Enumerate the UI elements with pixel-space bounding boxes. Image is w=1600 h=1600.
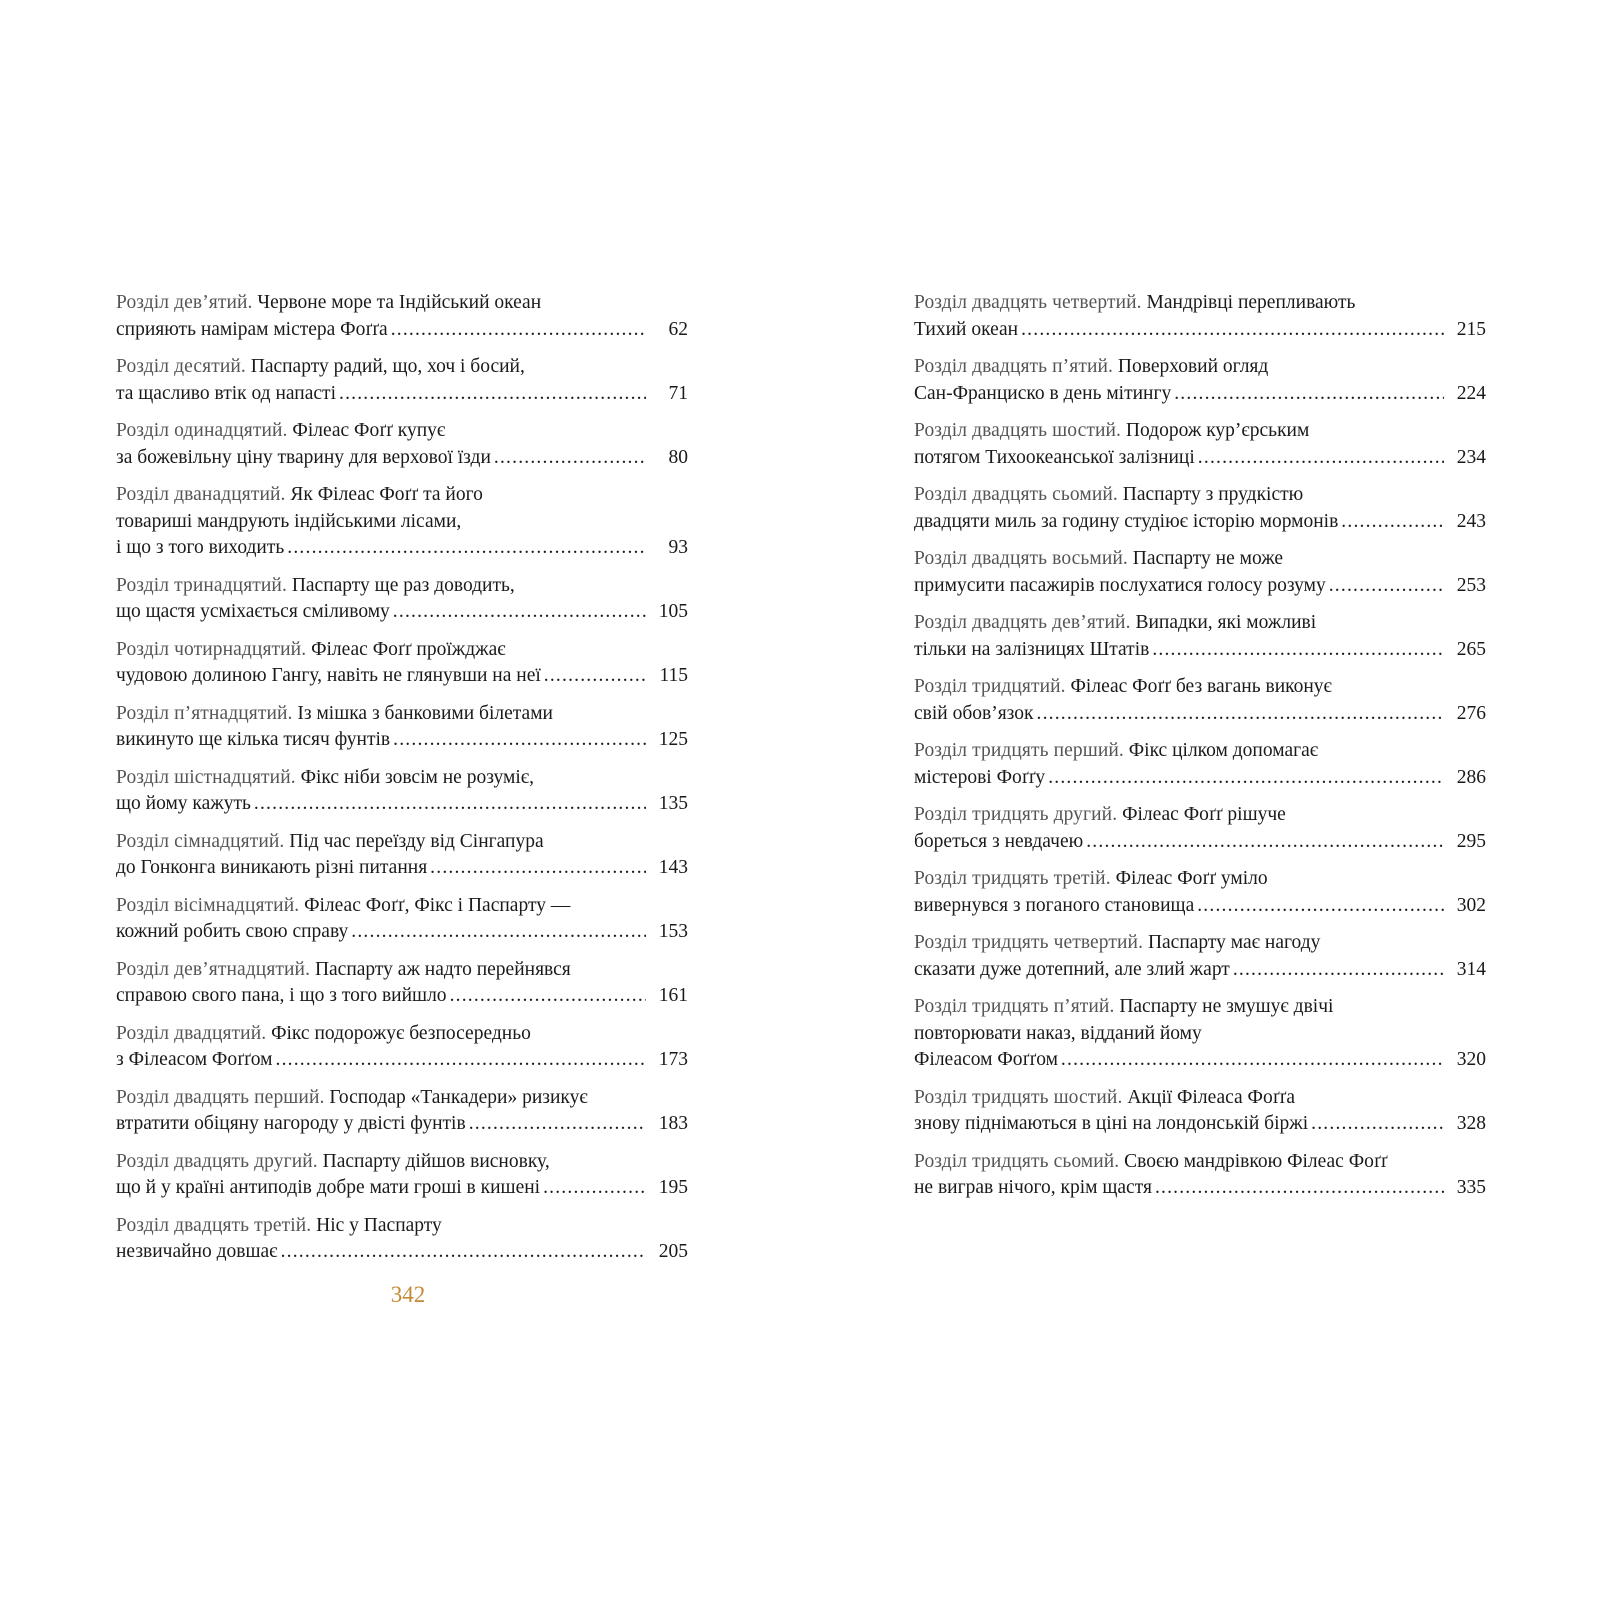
- chapter-title: Мандрівці перепливають: [1146, 292, 1356, 313]
- toc-entry-line: [914, 290, 1486, 317]
- dot-leader: [450, 983, 646, 1010]
- toc-entry-last-line: [116, 535, 688, 562]
- dot-leader: [1233, 957, 1444, 984]
- chapter-label: Розділ двадцять п’ятий.: [914, 356, 1114, 377]
- dot-leader: [339, 381, 646, 408]
- dot-leader: [1311, 1111, 1444, 1138]
- chapter-title: Паспарту не змушує двічі: [1119, 996, 1334, 1017]
- dot-leader: [351, 919, 646, 946]
- toc-entry-text-holder: [116, 855, 427, 882]
- chapter-title: за божевільну ціну тварину для верхової їзди: [116, 446, 491, 468]
- chapter-title: Фікс цілком допомагає: [1128, 740, 1319, 761]
- toc-entry-line: [116, 893, 688, 920]
- chapter-title: Паспарту радий, що, хоч і босий,: [250, 356, 525, 377]
- chapter-title: справою свого пана, і що з того вийшло: [116, 985, 447, 1006]
- toc-entry-line: [914, 994, 1486, 1021]
- toc-entry-text-holder: [116, 1175, 540, 1202]
- toc-entry-line: [116, 573, 688, 600]
- chapter-label: Розділ двадцять шостий.: [914, 420, 1122, 441]
- chapter-page-number: 135: [658, 793, 688, 814]
- chapter-page-number: 328: [1456, 1113, 1486, 1134]
- chapter-page-number: 234: [1456, 446, 1486, 468]
- toc-entry-line: [116, 354, 688, 381]
- chapter-title: Господар «Танкадери» ризикує: [329, 1086, 588, 1108]
- toc-entry-last-line: [914, 509, 1486, 536]
- chapter-title: знову піднімаються в ціні на лондонській біржі: [914, 1113, 1309, 1134]
- chapter-title: двадцяти миль за годину студіює історію мормонів: [914, 510, 1339, 532]
- toc-entry-last-line: [116, 317, 688, 344]
- dot-leader: [1037, 701, 1445, 728]
- toc-entry-text-holder: [914, 637, 1149, 664]
- chapter-title: Філеас Фоґґ купує: [292, 420, 446, 441]
- toc-entry: [116, 893, 688, 957]
- toc-entry-text-holder: [116, 663, 541, 690]
- toc-entry-last-line: [116, 727, 688, 754]
- dot-leader: [391, 317, 646, 344]
- toc-entry-line: [914, 1085, 1486, 1112]
- chapter-page-number: 295: [1456, 830, 1486, 852]
- chapter-title: Паспарту аж надто перейнявся: [314, 958, 571, 980]
- toc-entry-last-line: [914, 637, 1486, 664]
- toc-entry: [914, 290, 1486, 354]
- chapter-label: Розділ тридцять шостий.: [914, 1086, 1123, 1108]
- chapter-title: незвичайно довшає: [116, 1241, 278, 1262]
- toc-entry-line: [914, 674, 1486, 701]
- toc-entry-last-line: [116, 919, 688, 946]
- toc-entry-last-line: [116, 599, 688, 626]
- chapter-label: Розділ п’ятнадцятий.: [116, 702, 293, 724]
- toc-entry-last-line: [914, 573, 1486, 600]
- chapter-label: Розділ сімнадцятий.: [116, 830, 285, 852]
- chapter-page-number: 183: [658, 1113, 688, 1134]
- toc-entry-text-holder: [914, 765, 1045, 792]
- toc-entry-last-line: [914, 1111, 1486, 1138]
- chapter-label: Розділ двадцять перший.: [116, 1086, 325, 1108]
- toc-entry-text-holder: [914, 1047, 1058, 1074]
- toc-entry-line: [914, 802, 1486, 829]
- dot-leader: [1061, 1047, 1444, 1074]
- chapter-label: Розділ тридцять перший.: [914, 740, 1124, 761]
- dot-leader: [430, 855, 646, 882]
- chapter-label: Розділ дванадцятий.: [116, 484, 286, 505]
- chapter-title: Своєю мандрівкою Філеас Фоґґ: [1124, 1150, 1388, 1172]
- toc-entry-last-line: [914, 317, 1486, 344]
- toc-entry: [914, 546, 1486, 610]
- chapter-title: викинуто ще кілька тисяч фунтів: [116, 729, 391, 750]
- toc-entry-line: [116, 418, 688, 445]
- toc-entry-last-line: [116, 1175, 688, 1202]
- chapter-label: Розділ чотирнадцятий.: [116, 638, 307, 660]
- toc-entry: [914, 994, 1486, 1085]
- chapter-title: до Гонконга виникають різні питання: [116, 857, 428, 878]
- chapter-label: Розділ двадцять четвертий.: [914, 292, 1142, 313]
- toc-entry-line: [914, 738, 1486, 765]
- chapter-label: Розділ вісімнадцятий.: [116, 894, 300, 916]
- toc-entry-text-holder: [914, 893, 1194, 920]
- chapter-page-number: 243: [1456, 510, 1486, 532]
- chapter-title: повторювати наказ, відданий йому: [914, 1022, 1202, 1044]
- dot-leader: [1152, 637, 1444, 664]
- toc-entry-text-holder: [116, 1239, 278, 1266]
- chapter-title: примусити пасажирів послухатися голосу розуму: [914, 574, 1326, 596]
- chapter-title: Фікс подорожує безпосередньо: [271, 1022, 531, 1044]
- toc-entry-line: [116, 290, 688, 317]
- toc-entry-line: [914, 930, 1486, 957]
- chapter-title: Паспарту ще раз доводить,: [291, 574, 515, 596]
- chapter-title: сказати дуже дотепний, але злий жарт: [914, 958, 1230, 980]
- toc-entry-last-line: [116, 791, 688, 818]
- toc-entry-text-holder: [914, 317, 1018, 344]
- chapter-title: чудовою долиною Гангу, навіть не глянувши на неї: [116, 665, 541, 686]
- toc-entry-last-line: [914, 829, 1486, 856]
- dot-leader: [543, 1175, 646, 1202]
- toc-entry-last-line: [914, 1047, 1486, 1074]
- toc-entry-line: [116, 829, 688, 856]
- toc-entry: [116, 482, 688, 573]
- chapter-page-number: 125: [658, 729, 688, 750]
- toc-entry-line: [116, 1149, 688, 1176]
- toc-entry-last-line: [116, 1111, 688, 1138]
- chapter-page-number: 276: [1456, 702, 1486, 724]
- chapter-page-number: 153: [658, 921, 688, 942]
- toc-entry-text-holder: [914, 573, 1326, 600]
- toc-entry-last-line: [914, 381, 1486, 408]
- chapter-title: Філеасом Фоґґом: [914, 1049, 1058, 1070]
- toc-entry-line: [116, 701, 688, 728]
- toc-entry: [914, 1085, 1486, 1149]
- chapter-page-number: 253: [1456, 574, 1486, 596]
- chapter-title: сприяють намірам містера Фоґґа: [116, 318, 388, 340]
- chapter-title: Під час переїзду від Сінгапура: [289, 830, 544, 852]
- toc-entry: [116, 957, 688, 1021]
- chapter-page-number: 143: [658, 857, 688, 878]
- toc-entry-line: [914, 482, 1486, 509]
- toc-entry: [116, 701, 688, 765]
- toc-entry-last-line: [116, 1239, 688, 1266]
- chapter-page-number: 265: [1456, 638, 1486, 660]
- chapter-title: не виграв нічого, крім щастя: [914, 1177, 1152, 1198]
- toc-entry-text-holder: [116, 381, 336, 408]
- chapter-label: Розділ двадцять сьомий.: [914, 484, 1118, 505]
- toc-entry-text-holder: [914, 701, 1034, 728]
- chapter-title: Філеас Фоґґ проїжджає: [311, 638, 506, 660]
- toc-entry-text-holder: [116, 445, 491, 472]
- chapter-label: Розділ двадцятий.: [116, 1022, 267, 1044]
- chapter-page-number: 335: [1456, 1177, 1486, 1198]
- toc-entry-text-holder: [116, 983, 447, 1010]
- dot-leader: [1197, 893, 1444, 920]
- toc-entry-line: [914, 354, 1486, 381]
- page-number: 342: [390, 1282, 426, 1307]
- chapter-page-number: 161: [658, 985, 688, 1006]
- chapter-title: Поверховий огляд: [1117, 356, 1269, 377]
- toc-entry-text-holder: [116, 791, 251, 818]
- chapter-title: Філеас Фоґґ без вагань виконує: [1070, 676, 1332, 697]
- chapter-title: бореться з невдачею: [914, 830, 1084, 852]
- chapter-title: Паспарту з прудкістю: [1122, 484, 1304, 505]
- toc-entry-line: [116, 957, 688, 984]
- toc-entry: [914, 354, 1486, 418]
- toc-entry-line: [914, 610, 1486, 637]
- toc-entry-text-holder: [116, 599, 390, 626]
- toc-entry-last-line: [914, 1175, 1486, 1202]
- chapter-title: що й у країні антиподів добре мати гроші в кишені: [116, 1177, 541, 1198]
- toc-entry: [914, 738, 1486, 802]
- chapter-label: Розділ двадцять третій.: [116, 1214, 312, 1236]
- chapter-title: вивернувся з поганого становища: [914, 894, 1195, 916]
- toc-entry: [914, 930, 1486, 994]
- chapter-title: Ніс у Паспарту: [316, 1214, 442, 1236]
- toc-entry-last-line: [914, 957, 1486, 984]
- toc-entry: [914, 418, 1486, 482]
- chapter-label: Розділ десятий.: [116, 356, 246, 377]
- chapter-page-number: 224: [1456, 382, 1486, 404]
- chapter-page-number: 173: [658, 1049, 688, 1070]
- chapter-page-number: 115: [659, 665, 688, 686]
- toc-entry-last-line: [914, 765, 1486, 792]
- chapter-title: Червоне море та Індійський океан: [257, 292, 542, 313]
- chapter-title: Акції Філеаса Фоґґа: [1127, 1086, 1296, 1108]
- dot-leader: [281, 1239, 646, 1266]
- chapter-title: втратити обіцяну нагороду у двісті фунтів: [116, 1113, 466, 1134]
- toc-entry-last-line: [914, 893, 1486, 920]
- chapter-page-number: 71: [668, 382, 688, 404]
- toc-entry: [116, 829, 688, 893]
- chapter-label: Розділ одинадцятий.: [116, 420, 288, 441]
- dot-leader: [544, 663, 646, 690]
- toc-entry-line: [116, 1213, 688, 1240]
- toc-entry-last-line: [914, 701, 1486, 728]
- chapter-page-number: 195: [658, 1177, 688, 1198]
- chapter-page-number: 286: [1456, 766, 1486, 788]
- toc-entry-line: [116, 1021, 688, 1048]
- toc-entry-text-holder: [914, 829, 1083, 856]
- toc-right-column: [914, 290, 1486, 1213]
- chapter-label: Розділ тридцять другий.: [914, 804, 1118, 825]
- chapter-title: кожний робить свою справу: [116, 921, 349, 942]
- toc-entry: [914, 1149, 1486, 1213]
- chapter-title: потягом Тихоокеанської залізниці: [914, 446, 1195, 468]
- chapter-title: та щасливо втік од напасті: [116, 382, 336, 404]
- chapter-label: Розділ тринадцятий.: [116, 574, 287, 596]
- toc-entry-line: [116, 637, 688, 664]
- toc-entry-text-holder: [914, 381, 1171, 408]
- toc-entry: [116, 637, 688, 701]
- chapter-title: Паспарту не може: [1132, 548, 1284, 569]
- toc-entry-text-holder: [116, 317, 388, 344]
- chapter-title: товариші мандрують індійськими лісами,: [116, 510, 462, 532]
- toc-entry: [116, 1213, 688, 1277]
- toc-entry: [116, 573, 688, 637]
- toc-entry: [116, 765, 688, 829]
- toc-entry-last-line: [116, 855, 688, 882]
- toc-entry: [116, 354, 688, 418]
- chapter-label: Розділ тридцятий.: [914, 676, 1066, 697]
- dot-leader: [276, 1047, 647, 1074]
- chapter-page-number: 105: [658, 601, 688, 622]
- chapter-title: Філеас Фоґґ, Фікс і Паспарту —: [304, 894, 571, 916]
- chapter-page-number: 215: [1456, 318, 1486, 340]
- chapter-label: Розділ двадцять дев’ятий.: [914, 612, 1131, 633]
- toc-entry-line: [914, 866, 1486, 893]
- toc-entry-text-holder: [914, 957, 1230, 984]
- chapter-title: Із мішка з банковими білетами: [297, 702, 553, 724]
- chapter-page-number: 93: [668, 537, 688, 558]
- toc-entry-line: [116, 765, 688, 792]
- chapter-page-number: 320: [1456, 1049, 1486, 1070]
- toc-entry-last-line: [116, 983, 688, 1010]
- chapter-label: Розділ дев’ятий.: [116, 292, 253, 313]
- chapter-title: що йому кажуть: [116, 793, 251, 814]
- dot-leader: [1048, 765, 1444, 792]
- toc-entry: [116, 290, 688, 354]
- chapter-title: свій обов’язок: [914, 702, 1034, 724]
- dot-leader: [1341, 509, 1444, 536]
- toc-entry-text-holder: [116, 1047, 273, 1074]
- chapter-label: Розділ тридцять сьомий.: [914, 1150, 1120, 1172]
- chapter-page-number: 80: [668, 446, 688, 468]
- toc-entry-line: [914, 546, 1486, 573]
- dot-leader: [1174, 381, 1444, 408]
- dot-leader: [1155, 1175, 1444, 1202]
- toc-entry-last-line: [914, 445, 1486, 472]
- toc-entry: [116, 1149, 688, 1213]
- toc-entry-text-holder: [116, 1111, 466, 1138]
- chapter-title: Паспарту дійшов висновку,: [322, 1150, 550, 1172]
- chapter-page-number: 302: [1456, 894, 1486, 916]
- chapter-label: Розділ двадцять другий.: [116, 1150, 318, 1172]
- chapter-title: Випадки, які можливі: [1135, 612, 1317, 633]
- dot-leader: [469, 1111, 646, 1138]
- toc-entry-last-line: [116, 1047, 688, 1074]
- toc-entry-text-holder: [914, 445, 1195, 472]
- chapter-title: з Філеасом Фоґґом: [116, 1049, 273, 1070]
- toc-entry-line: [116, 1085, 688, 1112]
- dot-leader: [254, 791, 646, 818]
- dot-leader: [287, 535, 646, 562]
- toc-entry-last-line: [116, 381, 688, 408]
- chapter-label: Розділ тридцять четвертий.: [914, 932, 1144, 953]
- chapter-title: Як Філеас Фоґґ та його: [290, 484, 483, 505]
- chapter-label: Розділ тридцять третій.: [914, 868, 1111, 889]
- toc-entry-text-holder: [914, 1111, 1308, 1138]
- chapter-label: Розділ двадцять восьмий.: [914, 548, 1128, 569]
- chapter-label: Розділ шістнадцятий.: [116, 766, 296, 788]
- chapter-title: і що з того виходить: [116, 537, 285, 558]
- chapter-label: Розділ тридцять п’ятий.: [914, 996, 1115, 1017]
- dot-leader: [393, 599, 646, 626]
- chapter-page-number: 314: [1456, 958, 1486, 980]
- toc-entry-last-line: [116, 445, 688, 472]
- dot-leader: [1021, 317, 1444, 344]
- chapter-title: що щастя усміхається сміливому: [116, 601, 390, 622]
- toc-entry: [914, 866, 1486, 930]
- toc-entry-line: [116, 482, 688, 509]
- toc-entry: [914, 482, 1486, 546]
- toc-entry-line: [914, 418, 1486, 445]
- toc-entry: [116, 1021, 688, 1085]
- chapter-label: Розділ дев’ятнадцятий.: [116, 958, 311, 980]
- toc-entry-line: [914, 1149, 1486, 1176]
- dot-leader: [1329, 573, 1444, 600]
- toc-entry-last-line: [116, 663, 688, 690]
- chapter-title: Тихий океан: [914, 318, 1019, 340]
- toc-entry-text-holder: [116, 727, 390, 754]
- toc-left-column: [116, 290, 688, 1277]
- toc-entry-text-holder: [914, 509, 1338, 536]
- chapter-page-number: 205: [658, 1241, 688, 1262]
- chapter-title: Подорож кур’єрським: [1125, 420, 1310, 441]
- chapter-title: містерові Фоґґу: [914, 766, 1046, 788]
- toc-entry: [914, 802, 1486, 866]
- chapter-title: Філеас Фоґґ рішуче: [1122, 804, 1286, 825]
- dot-leader: [393, 727, 646, 754]
- toc-entry: [116, 418, 688, 482]
- dot-leader: [494, 445, 646, 472]
- toc-entry-line: [914, 1021, 1486, 1048]
- dot-leader: [1198, 445, 1444, 472]
- toc-entry-text-holder: [116, 919, 348, 946]
- toc-entry: [914, 674, 1486, 738]
- chapter-title: тільки на залізницях Штатів: [914, 638, 1150, 660]
- chapter-page-number: 62: [668, 318, 688, 340]
- chapter-title: Фікс ніби зовсім не розуміє,: [300, 766, 534, 788]
- chapter-title: Паспарту має нагоду: [1147, 932, 1321, 953]
- toc-entry: [116, 1085, 688, 1149]
- chapter-title: Сан-Франциско в день мітингу: [914, 382, 1172, 404]
- toc-entry-line: [116, 509, 688, 536]
- chapter-title: Філеас Фоґґ уміло: [1115, 868, 1268, 889]
- toc-entry-text-holder: [914, 1175, 1152, 1202]
- dot-leader: [1086, 829, 1444, 856]
- toc-entry-text-holder: [116, 535, 284, 562]
- toc-entry: [914, 610, 1486, 674]
